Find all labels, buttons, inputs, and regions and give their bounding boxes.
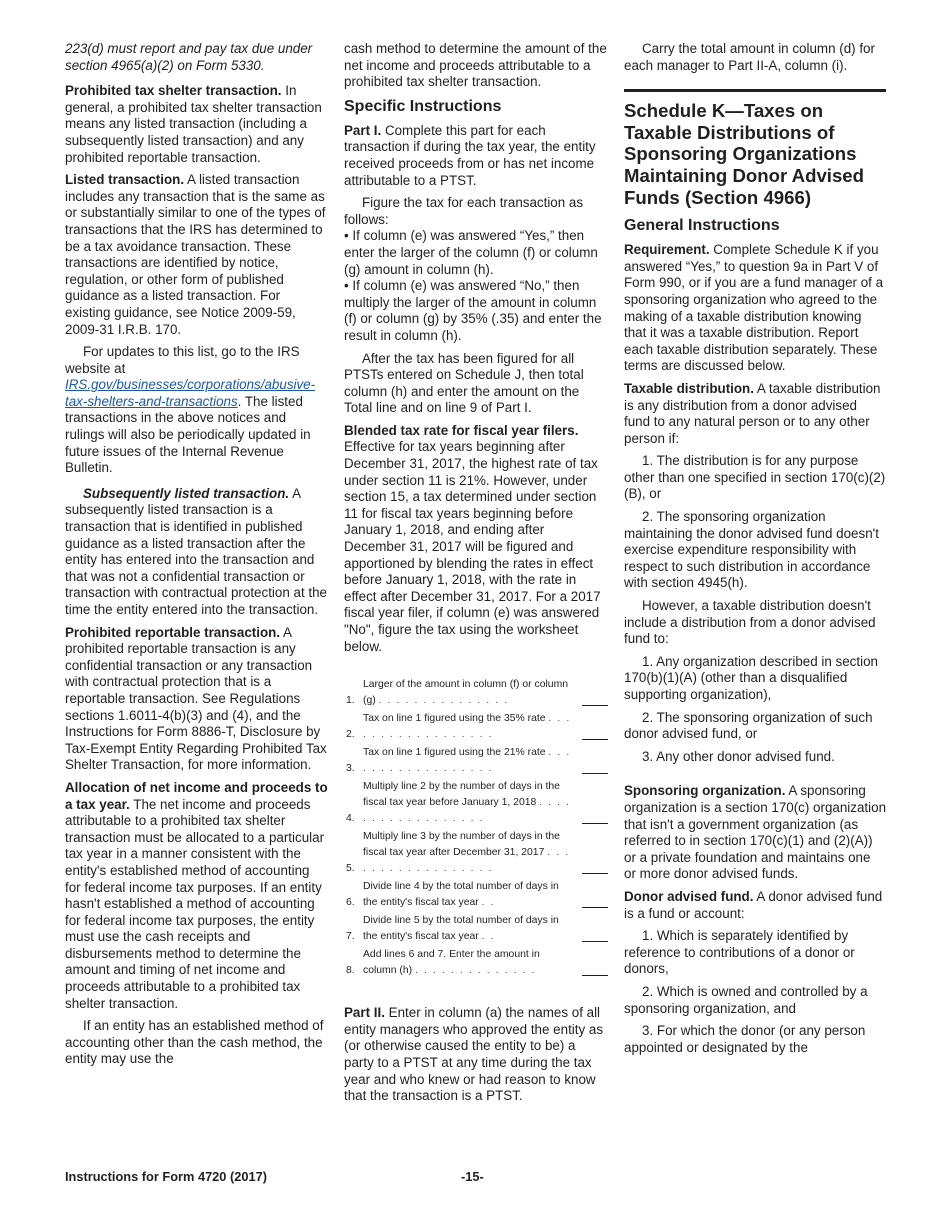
worksheet-line: 3. Tax on line 1 figured using the 21% rate . . . . . . . . . . . . . . . . . . <box>344 745 608 777</box>
worksheet-entry-blank[interactable] <box>582 927 608 942</box>
column-1 <box>65 41 328 1074</box>
after-tax-paragraph: After the tax has been figured for all PTSTs entered on Schedule J, then total column (h) and enter the amount on the Total line and on line 9 of Part I. <box>344 350 584 416</box>
irs-abusive-tax-shelters-link[interactable]: IRS.gov/businesses/corporations/abusive-tax-shelters-and-transactions <box>65 377 316 409</box>
worksheet-entry-blank[interactable] <box>582 725 608 740</box>
updates-paragraph: For updates to this list, go to the IRS website at IRS.gov/businesses/corporations/abusive-tax-shelters-and-transactions. The listed transactions in the above notices and rulings will also be periodically updated in future issues of the Internal Revenue Bulletin. <box>65 344 316 476</box>
general-instructions-heading: General Instructions <box>624 217 780 235</box>
however-paragraph: However, a taxable distribution doesn't include a distribution from a donor advised fund to: <box>624 598 876 647</box>
worksheet-entry-blank[interactable] <box>582 691 608 706</box>
worksheet-entry-blank[interactable] <box>582 809 608 824</box>
part-ii-paragraph: Part II. Enter in column (a) the names of all entity managers who approved the entity as (or otherwise caused the entity to be) a party to a PTST at any time during the tax year and who knew or had reason to know that the transaction is a PTST. <box>344 1005 604 1104</box>
list-item: 3. Any other donor advised fund. <box>642 748 835 764</box>
established-method-paragraph: If an entity has an established method of accounting other than the cash method, the entity may use the <box>65 1018 324 1067</box>
worksheet-line: 4. Multiply line 2 by the number of days in the fiscal tax year before January 1, 2018 . . . . . . . . . . . . . . . . . . <box>344 779 608 827</box>
list-item: 2. Which is owned and controlled by a sponsoring organization, and <box>624 983 868 1016</box>
bullet-no: • If column (e) was answered “No,” then multiply the larger of the amount in column (f) or column (g) by 35% (.35) and enter the result in column (h). <box>344 278 602 343</box>
worksheet-line: 6. Divide line 4 by the total number of days in the entity's fiscal tax year . . <box>344 879 608 911</box>
worksheet-line: 8. Add lines 6 and 7. Enter the amount in column (h) . . . . . . . . . . . . . . <box>344 947 608 979</box>
worksheet-line: 1. Larger of the amount in column (f) or column (g) . . . . . . . . . . . . . . . <box>344 677 608 709</box>
worksheet-entry-blank[interactable] <box>582 859 608 874</box>
section-divider <box>624 89 886 92</box>
form-title-footer: Instructions for Form 4720 (2017) <box>65 1169 267 1184</box>
subsequently-listed-paragraph: Subsequently listed transaction. A subsequently listed transaction is a transaction that is identified in published guidance as a listed transaction after the entity has entered into the transaction and that was not a confidential transaction or transaction with contractual protection at the time the entity entered into the transaction. <box>65 485 328 617</box>
worksheet-line: 7. Divide line 5 by the total number of days in the entity's fiscal tax year . . <box>344 913 608 945</box>
specific-instructions-heading: Specific Instructions <box>344 97 502 115</box>
list-item: 1. Which is separately identified by reference to contributions of a donor or donors, <box>624 928 855 977</box>
part-i-paragraph: Part I. Complete this part for each transaction if during the tax year, the entity received proceeds from or has net income attributable to a PTST. <box>344 122 596 188</box>
prohibited-tax-shelter-paragraph: Prohibited tax shelter transaction. In general, a prohibited tax shelter transaction means any listed transaction (including a subsequently listed transaction) and any prohibited reportable transaction. <box>65 83 322 165</box>
sponsoring-organization-paragraph: Sponsoring organization. A sponsoring organization is a section 170(c) organization that isn't a government organization (as referred to in section 170(c)(1) and (2)(A)) or a private foundation and maintains one or more donor advised funds. <box>624 783 887 882</box>
taxable-distribution-paragraph: Taxable distribution. A taxable distribution is any distribution from a donor advised fund to any natural person or to any other person if: <box>624 380 881 446</box>
page-number: -15- <box>461 1169 484 1184</box>
worksheet-entry-blank[interactable] <box>582 759 608 774</box>
allocation-paragraph: Allocation of net income and proceeds to a tax year. The net income and proceeds attributable to a prohibited tax shelter transaction must be allocated to a particular tax year in a manner consistent with the entity's established method of accounting for federal income tax purposes. If an entity hasn't established a method of accounting for federal income tax purposes, the entity must use the cash receipts and disbursements method to determine the amount and timing of net income and proceeds attributable to a prohibited tax shelter transaction. <box>65 779 328 1011</box>
list-item: 1. Any organization described in section 170(b)(1)(A) (other than a disqualified supporting organization), <box>624 653 878 702</box>
listed-transaction-paragraph: Listed transaction. A listed transaction includes any transaction that is the same as or substantially similar to one of the types of transactions that the IRS has determined to be a tax avoidance transaction. These transactions are identified by notice, regulation, or other form of published guidance as a listed transaction. For existing guidance, see Notice 2009-59, 2009-31 I.R.B. 170. <box>65 172 326 337</box>
worksheet-entry-blank[interactable] <box>582 893 608 908</box>
blended-rate-paragraph: Blended tax rate for fiscal year filers. Effective for tax years beginning after December 31, 2017, the highest rate of tax under section 11 is 21%. However, under section 15, a tax determined under section 11 for fiscal tax years beginning before January 1, 2018, and ending after December 31, 2017 will be figured and apportioned by blending the rates in effect before January 1, 2018, with the rate in effect after December 31, 2017. For a 2017 fiscal year filer, if column (e) was answered "No", figure the tax using the worksheet below. <box>344 422 601 654</box>
schedule-k-title: Schedule K—Taxes on Taxable Distributions of Sponsoring Organizations Maintaining Donor Advised Funds (Section 4966) <box>624 100 865 208</box>
worksheet-entry-blank[interactable] <box>582 961 608 976</box>
figure-tax-paragraph: Figure the tax for each transaction as follows: <box>344 195 584 227</box>
continued-paragraph: cash method to determine the amount of the net income and proceeds attributable to a prohibited tax shelter transaction. <box>344 41 607 90</box>
list-item: 2. The sponsoring organization of such donor advised fund, or <box>624 709 873 742</box>
continued-paragraph: 223(d) must report and pay tax due under section 4965(a)(2) on Form 5330. <box>65 41 313 73</box>
requirement-paragraph: Requirement. Complete Schedule K if you answered “Yes,” to question 9a in Part V of Form 990, or if you are a fund manager of a sponsoring organization who agreed to the making of a taxable distribution knowing that it was a taxable distribution. Report each taxable distribution separately. These terms are discussed below. <box>624 242 884 374</box>
worksheet-line: 2. Tax on line 1 figured using the 35% rate . . . . . . . . . . . . . . . . . . <box>344 711 608 743</box>
donor-advised-fund-paragraph: Donor advised fund. A donor advised fund is a fund or account: <box>624 888 883 921</box>
prohibited-reportable-paragraph: Prohibited reportable transaction. A prohibited reportable transaction is any confidential transaction or any transaction with contractual protection that is a reportable transaction. See Regulations sections 1.6011-4(b)(3) and (4), and the Instructions for Form 8886-T, Disclosure by Tax-Exempt Entity Regarding Prohibited Tax Shelter Transaction, for more information. <box>65 624 327 773</box>
list-item: 3. For which the donor (or any person appointed or designated by the <box>624 1023 866 1055</box>
blended-tax-worksheet <box>344 677 608 979</box>
carry-total-paragraph: Carry the total amount in column (d) for each manager to Part II-A, column (i). <box>624 41 875 73</box>
bullet-yes: • If column (e) was answered “Yes,” then enter the larger of the column (f) or column (g) amount in column (h). <box>344 228 598 277</box>
list-item: 2. The sponsoring organization maintaining the donor advised fund doesn't exercise expenditure responsibility with respect to such distribution in accordance with section 4945(h). <box>624 509 879 591</box>
worksheet-line: 5. Multiply line 3 by the number of days in the fiscal tax year after December 31, 2017 . . . . . . . . . . . . . . . . . . <box>344 829 608 877</box>
column-2 <box>344 41 608 1111</box>
list-item: 1. The distribution is for any purpose other than one specified in section 170(c)(2)(B), or <box>624 453 886 502</box>
column-3 <box>624 41 886 1062</box>
